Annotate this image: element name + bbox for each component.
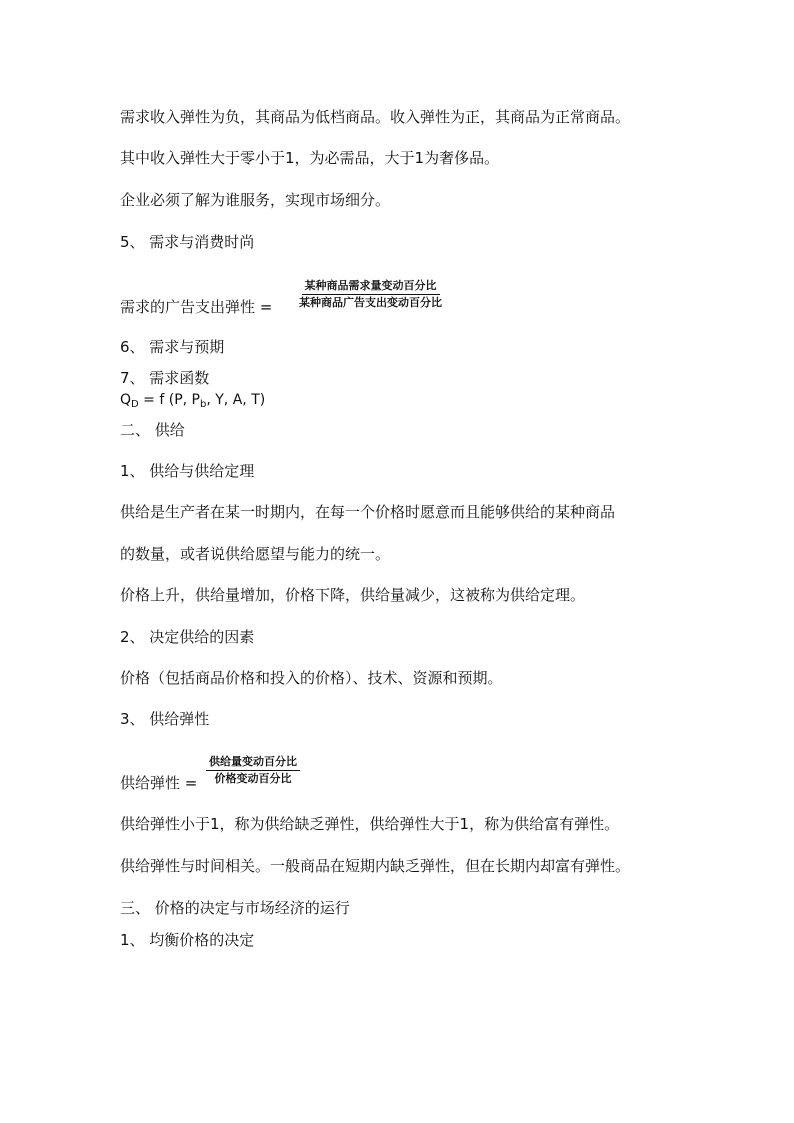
ad-elasticity-denominator: 某种商品广告支出变动百分比: [299, 296, 442, 309]
heading-supply-factors: 2、 决定供给的因素: [120, 628, 255, 646]
supply-elasticity-label: 供给弹性 =: [120, 774, 198, 792]
paragraph-supply-elasticity-time: 供给弹性与时间相关。一般商品在短期内缺乏弹性，但在长期内却富有弹性。: [120, 857, 631, 875]
heading-supply-law: 1、 供给与供给定理: [120, 462, 255, 480]
heading-supply: 二、 供给: [120, 421, 185, 439]
paragraph-supply-definition-cont: 的数量，或者说供给愿望与能力的统一。: [120, 545, 391, 563]
supply-elasticity-fraction: [206, 755, 300, 785]
heading-equilibrium-price: 1、 均衡价格的决定: [120, 931, 255, 949]
paragraph-supply-elasticity-classes: 供给弹性小于1，称为供给缺乏弹性，供给弹性大于1，称为供给富有弹性。: [120, 815, 620, 833]
heading-supply-elasticity: 3、 供给弹性: [120, 710, 210, 728]
supply-elasticity-numerator: 供给量变动百分比: [206, 755, 300, 771]
heading-demand-expectation: 6、 需求与预期: [120, 338, 225, 356]
heading-demand-function: 7、 需求函数: [120, 369, 210, 387]
paragraph-market-segmentation: 企业必须了解为谁服务，实现市场细分。: [120, 191, 391, 209]
paragraph-supply-law: 价格上升，供给量增加，价格下降，供给量减少，这被称为供给定理。: [120, 586, 586, 604]
demand-q-subscript: D: [131, 399, 139, 410]
paragraph-necessity-luxury: 其中收入弹性大于零小于1，为必需品，大于1为奢侈品。: [120, 149, 500, 167]
demand-q: Q: [120, 392, 132, 408]
supply-elasticity-denominator: 价格变动百分比: [214, 772, 292, 785]
paragraph-supply-definition: 供给是生产者在某一时期内，在每一个价格时愿意而且能够供给的某种商品: [120, 503, 616, 521]
heading-price-determination: 三、 价格的决定与市场经济的运行: [120, 899, 350, 917]
demand-function-mid: = f (P, P: [138, 392, 200, 408]
demand-function-rest: , Y, A, T): [206, 392, 266, 408]
paragraph-income-elasticity: 需求收入弹性为负，其商品为低档商品。收入弹性为正，其商品为正常商品。: [120, 108, 631, 126]
paragraph-supply-factors: 价格（包括商品价格和投入的价格）、技术、资源和预期。: [120, 669, 503, 687]
ad-elasticity-label: 需求的广告支出弹性 =: [120, 298, 273, 316]
ad-elasticity-fraction: [296, 279, 445, 309]
ad-elasticity-numerator: 某种商品需求量变动百分比: [302, 279, 440, 295]
demand-p-subscript: b: [200, 399, 207, 410]
demand-function-formula: [120, 390, 265, 415]
heading-demand-fashion: 5、 需求与消费时尚: [120, 233, 255, 251]
